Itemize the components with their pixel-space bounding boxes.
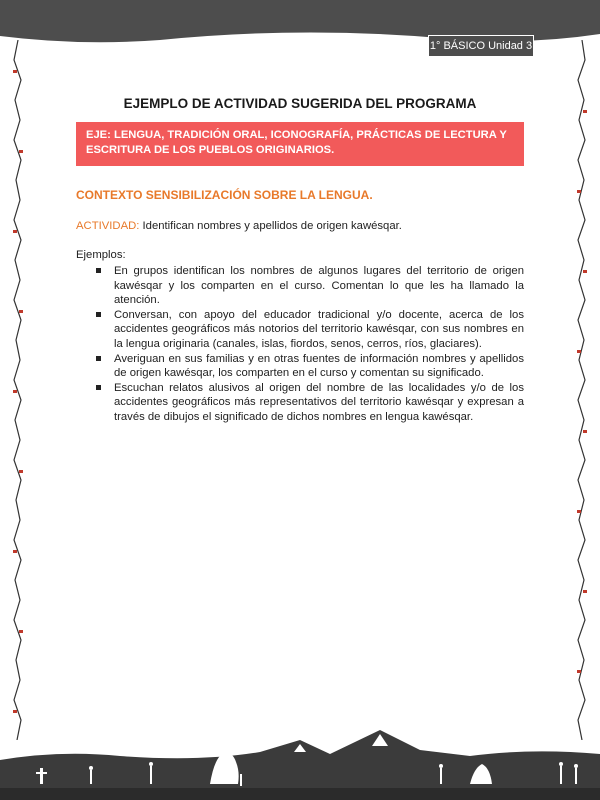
left-decorative-border — [12, 40, 24, 740]
list-item: Conversan, con apoyo del educador tradicional y/o docente, acerca de los accidentes geográficos más notorios del territorio kawésqar, con sus nombres en la lengua originaria (canales, islas, fiordos, senos, cerros, ríos, glaciares). — [94, 308, 524, 352]
context-heading: CONTEXTO SENSIBILIZACIÓN SOBRE LA LENGUA. — [76, 188, 373, 202]
right-decorative-border — [576, 40, 588, 740]
examples-label: Ejemplos: — [76, 249, 126, 261]
list-item: En grupos identifican los nombres de algunos lugares del territorio de origen kawésqar y los comparten en el curso. Comentan lo que les ha llamado la atención. — [94, 264, 524, 308]
examples-list — [94, 264, 524, 425]
unit-tag: 1° BÁSICO Unidad 3 — [428, 35, 534, 57]
square-bullet-icon — [96, 356, 101, 361]
list-item: Averiguan en sus familias y en otras fuentes de información nombres y apellidos de origen kawésqar, los comparten en el curso y comentan su significado. — [94, 352, 524, 381]
bottom-landscape-illustration — [0, 710, 600, 800]
axis-text: EJE: LENGUA, TRADICIÓN ORAL, ICONOGRAFÍA, PRÁCTICAS DE LECTURA Y ESCRITURA DE LOS PUEBLOS ORIGINARIOS. — [86, 129, 507, 156]
activity-label: ACTIVIDAD: — [76, 220, 140, 232]
page-title: EJEMPLO DE ACTIVIDAD SUGERIDA DEL PROGRAMA — [123, 96, 477, 111]
axis-banner — [76, 122, 524, 166]
activity-line — [76, 220, 402, 232]
square-bullet-icon — [96, 385, 101, 390]
list-item: Escuchan relatos alusivos al origen del nombre de las localidades y/o de los accidentes geográficos más representativos del territorio kawésqar y expresan a través de dibujos el significado de dichos nombres en lengua kawésqar. — [94, 381, 524, 425]
square-bullet-icon — [96, 312, 101, 317]
square-bullet-icon — [96, 268, 101, 273]
activity-text: Identifican nombres y apellidos de origen kawésqar. — [139, 220, 402, 232]
